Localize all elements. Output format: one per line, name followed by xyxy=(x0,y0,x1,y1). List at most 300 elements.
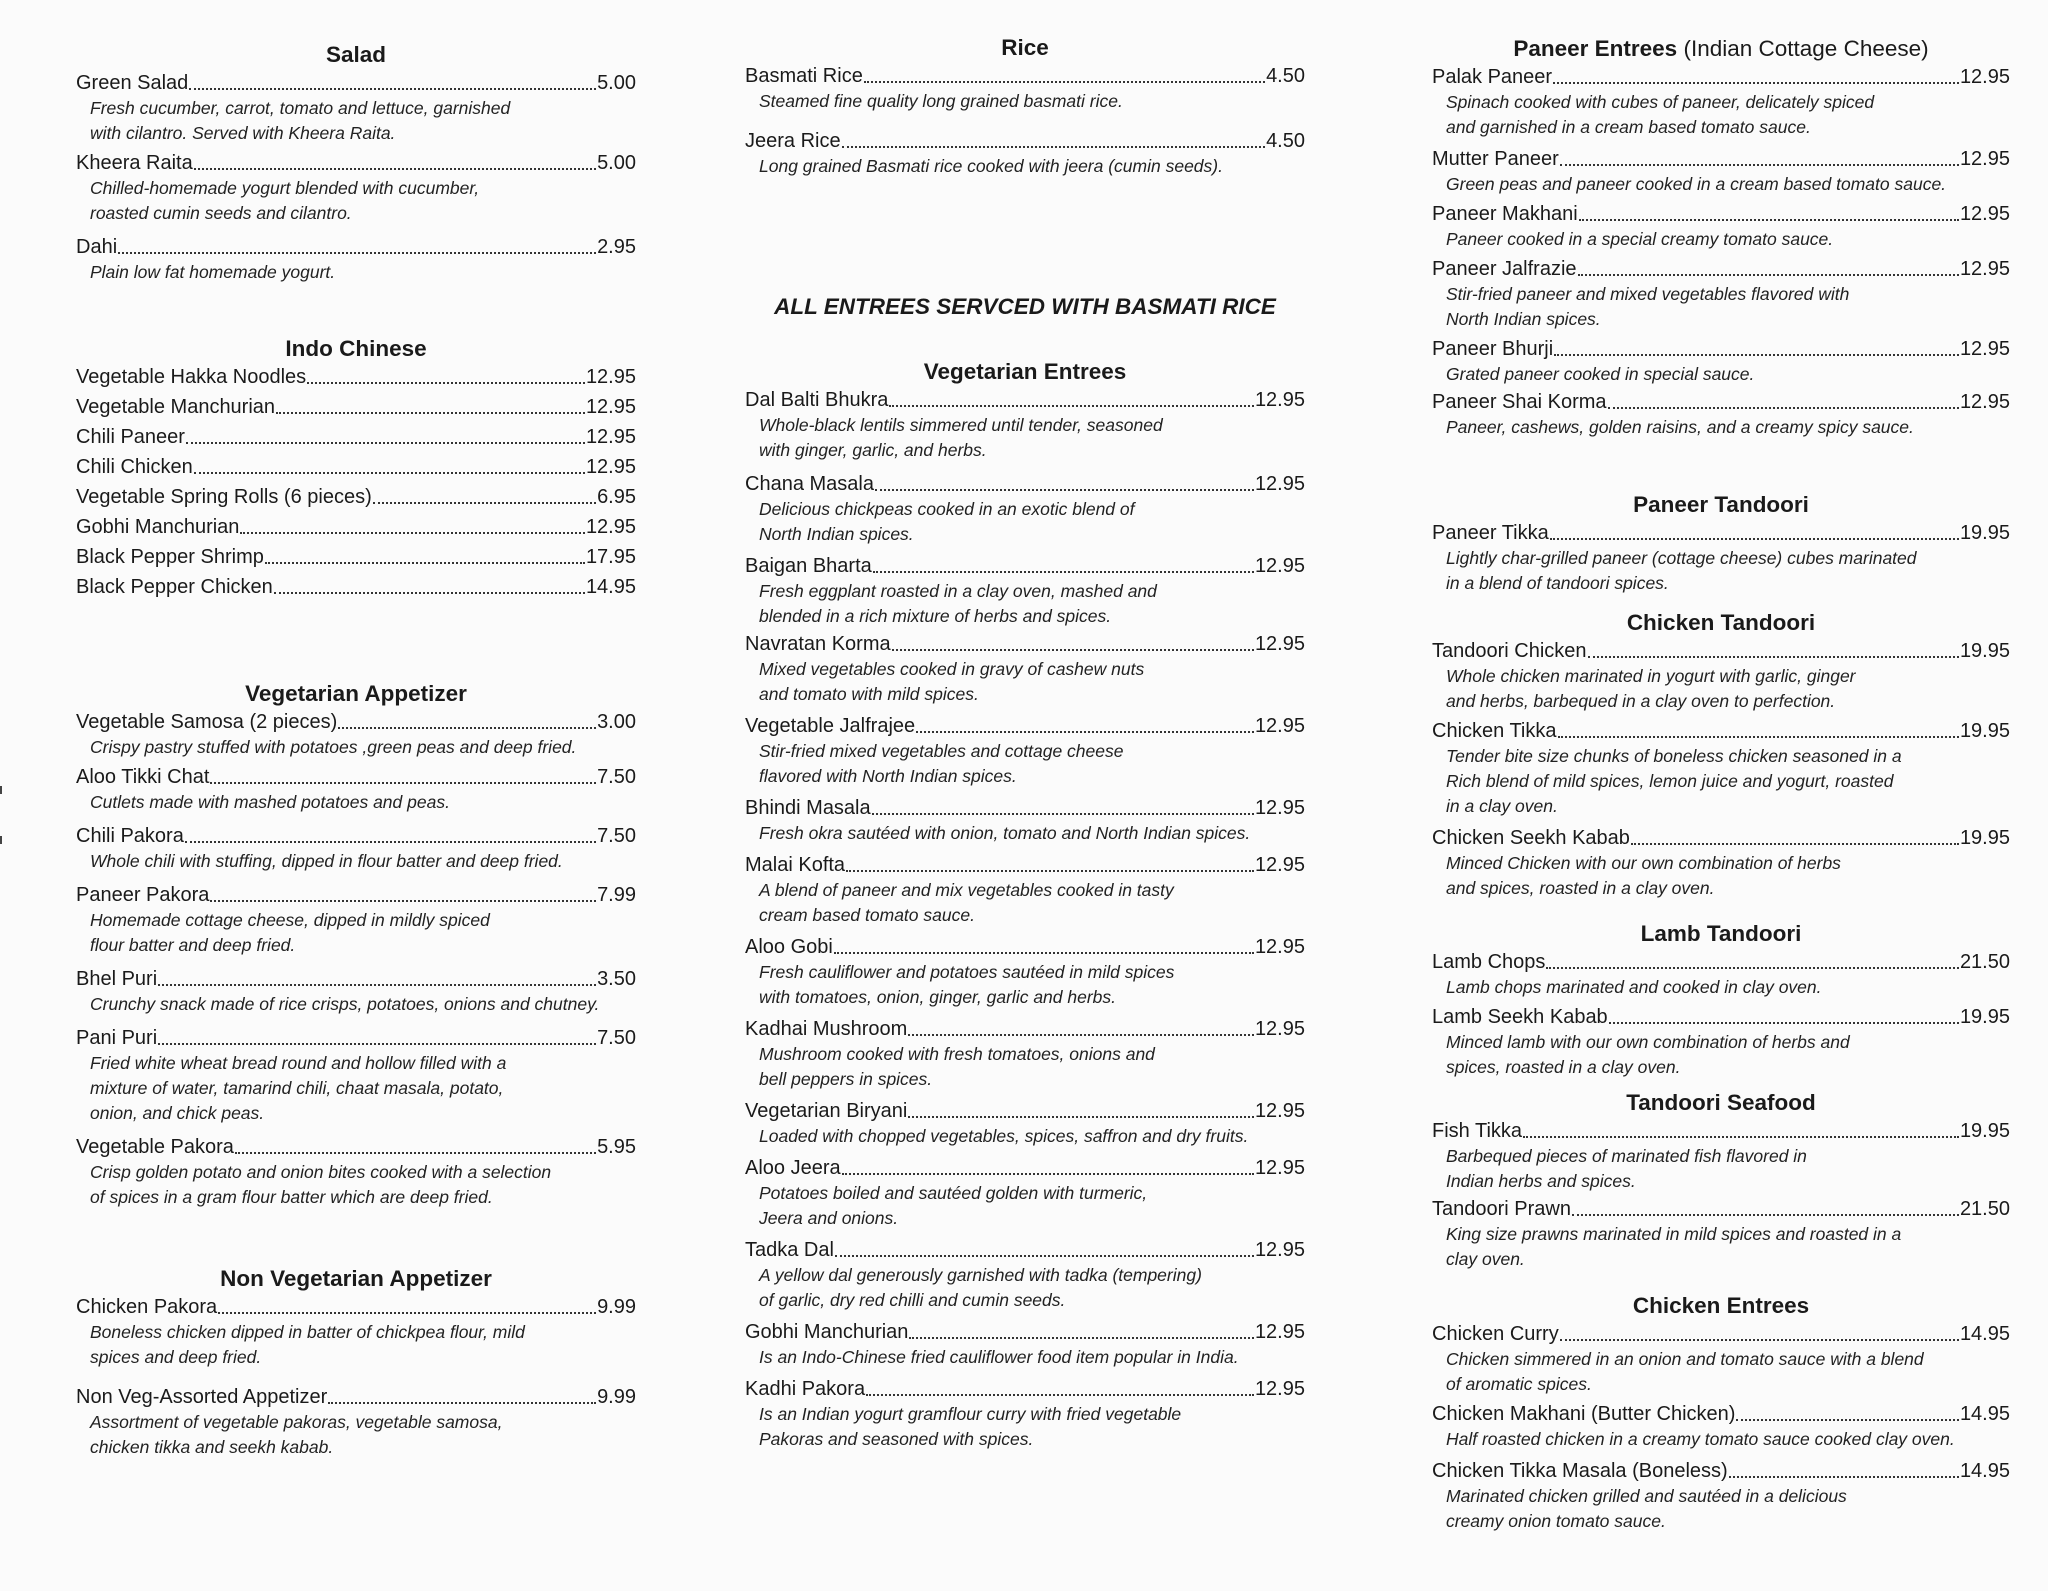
dot-leader xyxy=(1550,538,1959,540)
item-name: Tandoori Prawn xyxy=(1432,1198,1571,1220)
menu-item xyxy=(745,631,1305,707)
menu-item-row xyxy=(76,424,636,450)
served-with-rice-notice xyxy=(745,292,1305,322)
section-title-text: Rice xyxy=(1001,35,1049,60)
item-description: Half roasted chicken in a creamy tomato sauce cooked clay oven. xyxy=(1446,1429,1955,1449)
item-description: Chilled-homemade yogurt blended with cucumber, roasted cumin seeds and cilantro. xyxy=(90,178,480,223)
dot-leader xyxy=(240,532,585,534)
item-price: 12.95 xyxy=(1254,633,1305,655)
menu-item xyxy=(76,966,636,1017)
item-price: 12.95 xyxy=(1959,148,2010,170)
item-name: Black Pepper Shrimp xyxy=(76,546,264,568)
section-title-text: Vegetarian Entrees xyxy=(923,359,1127,384)
item-description: Fresh cucumber, carrot, tomato and lettuce, garnished with cilantro. Served with Kheera Raita. xyxy=(90,98,511,143)
item-price: 21.50 xyxy=(1959,951,2010,973)
section-title-text: Salad xyxy=(325,42,387,67)
item-name: Paneer Tikka xyxy=(1432,522,1549,544)
item-price: 12.95 xyxy=(1254,1239,1305,1261)
item-description: Mushroom cooked with fresh tomatoes, onions and bell peppers in spices. xyxy=(759,1044,1155,1089)
item-description: King size prawns marinated in mild spices and roasted in a clay oven. xyxy=(1446,1224,1902,1269)
menu-item-row xyxy=(1432,201,2010,227)
item-description: Assortment of vegetable pakoras, vegetable samosa, chicken tikka and seekh kabab. xyxy=(90,1412,503,1457)
item-price: 19.95 xyxy=(1959,720,2010,742)
menu-item xyxy=(745,63,1305,114)
item-description: Barbequed pieces of marinated fish flavored in Indian herbs and spices. xyxy=(1446,1146,1807,1191)
section-title-text: Paneer Tandoori xyxy=(1633,492,1809,517)
dot-leader xyxy=(908,1034,1254,1036)
menu-item-row xyxy=(1432,949,2010,975)
item-price: 7.50 xyxy=(597,825,636,847)
menu-item-row xyxy=(1432,1004,2010,1030)
dot-leader xyxy=(892,649,1254,651)
menu-item xyxy=(76,424,636,450)
menu-item-row xyxy=(76,882,636,908)
item-name: Kadhai Mushroom xyxy=(745,1018,908,1040)
menu-item-row xyxy=(745,934,1305,960)
item-price: 12.95 xyxy=(585,516,636,538)
item-name: Aloo Jeera xyxy=(745,1157,841,1179)
menu-item-row xyxy=(1432,389,2010,415)
item-price: 12.95 xyxy=(1254,936,1305,958)
menu-item-row xyxy=(76,150,636,176)
section-title xyxy=(745,357,1305,387)
item-price: 12.95 xyxy=(1254,797,1305,819)
menu-item xyxy=(745,1319,1305,1370)
item-name: Pani Puri xyxy=(76,1027,158,1049)
menu-item-row xyxy=(745,387,1305,413)
item-price: 12.95 xyxy=(585,456,636,478)
menu-item xyxy=(1432,1004,2010,1080)
dot-leader xyxy=(1579,219,1959,221)
menu-item xyxy=(745,128,1305,179)
item-name: Jeera Rice xyxy=(745,130,841,152)
menu-item xyxy=(745,1155,1305,1231)
menu-item xyxy=(745,471,1305,547)
menu-item-row xyxy=(76,544,636,570)
section-title xyxy=(1432,919,2010,949)
item-description: Whole-black lentils simmered until tender, seasoned with ginger, garlic, and herbs. xyxy=(759,415,1163,460)
dot-leader xyxy=(194,472,585,474)
section-title xyxy=(1432,608,2010,638)
section-title xyxy=(76,334,636,364)
dot-leader xyxy=(338,727,596,729)
menu-item-row xyxy=(745,471,1305,497)
menu-item xyxy=(76,1025,636,1126)
item-name: Kadhi Pakora xyxy=(745,1378,866,1400)
menu-item xyxy=(1432,825,2010,901)
item-price: 12.95 xyxy=(585,366,636,388)
dot-leader xyxy=(909,1337,1254,1339)
menu-item-row xyxy=(1432,1321,2010,1347)
menu-item-row xyxy=(76,454,636,480)
item-name: Vegetarian Biryani xyxy=(745,1100,908,1122)
section-title-text: Chicken Entrees xyxy=(1632,1293,1810,1318)
item-price: 5.00 xyxy=(597,152,636,174)
menu-item-row xyxy=(1432,1401,2010,1427)
item-price: 14.95 xyxy=(1959,1460,2010,1482)
dot-leader xyxy=(235,1152,596,1154)
menu-item xyxy=(76,823,636,874)
menu-item-row xyxy=(1432,336,2010,362)
menu-item xyxy=(745,934,1305,1010)
item-price: 17.95 xyxy=(585,546,636,568)
section-salad xyxy=(76,40,636,285)
section-title xyxy=(1432,1088,2010,1118)
menu-item-row xyxy=(745,1016,1305,1042)
menu-item-row xyxy=(745,1098,1305,1124)
menu-item xyxy=(1432,201,2010,252)
dot-leader xyxy=(1608,407,1959,409)
section-indo-chinese xyxy=(76,334,636,600)
item-description: Mixed vegetables cooked in gravy of cashew nuts and tomato with mild spices. xyxy=(759,659,1145,704)
item-name: Chicken Seekh Kabab xyxy=(1432,827,1630,849)
dot-leader xyxy=(1546,967,1959,969)
menu-item xyxy=(76,484,636,510)
menu-item xyxy=(745,795,1305,846)
item-name: Non Veg-Assorted Appetizer xyxy=(76,1386,328,1408)
dot-leader xyxy=(1588,656,1959,658)
menu-item-row xyxy=(745,1376,1305,1402)
section-chicken-tandoori xyxy=(1432,608,2010,901)
item-name: Bhel Puri xyxy=(76,968,158,990)
menu-item xyxy=(76,150,636,226)
section-title-text: Paneer Entrees xyxy=(1513,36,1678,61)
dot-leader xyxy=(872,813,1254,815)
dot-leader xyxy=(1631,843,1959,845)
section-title xyxy=(76,40,636,70)
item-price: 19.95 xyxy=(1959,1006,2010,1028)
menu-item xyxy=(76,514,636,540)
section-lamb-tandoori xyxy=(1432,919,2010,1080)
menu-item xyxy=(1432,146,2010,197)
item-price: 12.95 xyxy=(1254,1321,1305,1343)
menu-item xyxy=(1432,949,2010,1000)
item-name: Paneer Shai Korma xyxy=(1432,391,1607,413)
item-description: Steamed fine quality long grained basmati rice. xyxy=(759,91,1123,111)
menu-item-row xyxy=(76,1025,636,1051)
item-description: Chicken simmered in an onion and tomato sauce with a blend of aromatic spices. xyxy=(1446,1349,1924,1394)
item-price: 14.95 xyxy=(1959,1323,2010,1345)
section-title-text: Tandoori Seafood xyxy=(1626,1090,1816,1115)
dot-leader xyxy=(276,412,585,414)
item-price: 21.50 xyxy=(1959,1198,2010,1220)
item-name: Vegetable Hakka Noodles xyxy=(76,366,307,388)
menu-item-row xyxy=(745,1155,1305,1181)
section-title xyxy=(745,33,1305,63)
item-name: Vegetable Pakora xyxy=(76,1136,234,1158)
menu-item-row xyxy=(1432,1118,2010,1144)
menu-item xyxy=(76,454,636,480)
dot-leader xyxy=(842,1173,1254,1175)
item-name: Dal Balti Bhukra xyxy=(745,389,889,411)
item-name: Green Salad xyxy=(76,72,189,94)
menu-item xyxy=(1432,64,2010,140)
item-name: Chicken Tikka xyxy=(1432,720,1557,742)
item-description: Spinach cooked with cubes of paneer, delicately spiced and garnished in a cream based tomato sauce. xyxy=(1446,92,1875,137)
section-title-text: Indo Chinese xyxy=(285,336,427,361)
menu-item-row xyxy=(745,631,1305,657)
item-price: 19.95 xyxy=(1959,522,2010,544)
dot-leader xyxy=(834,952,1254,954)
menu-item-row xyxy=(76,709,636,735)
dot-leader xyxy=(1729,1476,1959,1478)
item-price: 3.00 xyxy=(597,711,636,733)
item-price: 12.95 xyxy=(1959,391,2010,413)
menu-item xyxy=(1432,1196,2010,1272)
menu-item-row xyxy=(1432,1458,2010,1484)
menu-item-row xyxy=(76,1294,636,1320)
item-name: Navratan Korma xyxy=(745,633,891,655)
item-name: Paneer Jalfrazie xyxy=(1432,258,1577,280)
item-name: Dahi xyxy=(76,236,118,258)
item-description: Fresh cauliflower and potatoes sautéed in mild spices with tomatoes, onion, ginger, garlic and herbs. xyxy=(759,962,1175,1007)
dot-leader xyxy=(185,841,596,843)
menu-item-row xyxy=(1432,638,2010,664)
item-price: 12.95 xyxy=(1254,555,1305,577)
section-title xyxy=(76,1264,636,1294)
item-price: 4.50 xyxy=(1266,130,1305,152)
item-price: 2.95 xyxy=(597,236,636,258)
item-name: Tadka Dal xyxy=(745,1239,834,1261)
menu-item-row xyxy=(745,1237,1305,1263)
menu-item-row xyxy=(745,795,1305,821)
item-price: 12.95 xyxy=(1254,389,1305,411)
item-description: Plain low fat homemade yogurt. xyxy=(90,262,336,282)
item-description: Is an Indo-Chinese fried cauliflower food item popular in India. xyxy=(759,1347,1239,1367)
dot-leader xyxy=(916,731,1254,733)
section-non-vegetarian-appetizer xyxy=(76,1264,636,1460)
item-price: 12.95 xyxy=(1959,203,2010,225)
menu-item-row xyxy=(76,364,636,390)
dot-leader xyxy=(118,252,596,254)
menu-item-row xyxy=(745,852,1305,878)
dot-leader xyxy=(864,81,1265,83)
item-description: Paneer cooked in a special creamy tomato sauce. xyxy=(1446,229,1834,249)
dot-leader xyxy=(373,502,596,504)
menu-item xyxy=(1432,1458,2010,1534)
dot-leader xyxy=(889,405,1254,407)
item-description: Is an Indian yogurt gramflour curry with fried vegetable Pakoras and seasoned with spices. xyxy=(759,1404,1182,1449)
item-name: Gobhi Manchurian xyxy=(76,516,240,538)
menu-item xyxy=(1432,1401,2010,1452)
menu-item xyxy=(745,1376,1305,1452)
item-description: Fresh eggplant roasted in a clay oven, mashed and blended in a rich mixture of herbs and spices. xyxy=(759,581,1157,626)
item-name: Paneer Pakora xyxy=(76,884,210,906)
item-description: Lamb chops marinated and cooked in clay oven. xyxy=(1446,977,1822,997)
dot-leader xyxy=(218,1312,596,1314)
menu-item-row xyxy=(76,823,636,849)
dot-leader xyxy=(189,88,596,90)
dot-leader xyxy=(210,782,596,784)
item-name: Lamb Chops xyxy=(1432,951,1546,973)
dot-leader xyxy=(1558,736,1959,738)
menu-item-row xyxy=(76,764,636,790)
item-name: Kheera Raita xyxy=(76,152,193,174)
item-name: Mutter Paneer xyxy=(1432,148,1559,170)
item-description: Fresh okra sautéed with onion, tomato and North Indian spices. xyxy=(759,823,1251,843)
dot-leader xyxy=(1736,1419,1958,1421)
item-description: Whole chili with stuffing, dipped in flour batter and deep fried. xyxy=(90,851,563,871)
item-name: Vegetable Spring Rolls (6 pieces) xyxy=(76,486,372,508)
menu-item xyxy=(76,1384,636,1460)
dot-leader xyxy=(265,562,585,564)
item-name: Chicken Curry xyxy=(1432,1323,1559,1345)
menu-item xyxy=(76,709,636,760)
item-description: Delicious chickpeas cooked in an exotic blend of North Indian spices. xyxy=(759,499,1135,544)
item-name: Vegetable Jalfrajee xyxy=(745,715,916,737)
menu-item-row xyxy=(1432,256,2010,282)
menu-item xyxy=(76,1294,636,1370)
menu-item xyxy=(1432,638,2010,714)
dot-leader xyxy=(842,146,1265,148)
section-vegetarian-entrees xyxy=(745,357,1305,1452)
item-price: 7.50 xyxy=(597,1027,636,1049)
dot-leader xyxy=(1578,274,1959,276)
item-price: 19.95 xyxy=(1959,1120,2010,1142)
item-price: 12.95 xyxy=(1959,258,2010,280)
menu-item-row xyxy=(76,234,636,260)
dot-leader xyxy=(210,900,596,902)
menu-item-row xyxy=(1432,1196,2010,1222)
item-price: 6.95 xyxy=(597,486,636,508)
menu-item xyxy=(1432,1321,2010,1397)
item-description: Long grained Basmati rice cooked with jeera (cumin seeds). xyxy=(759,156,1223,176)
menu-item-row xyxy=(76,514,636,540)
item-description: Marinated chicken grilled and sautéed in a delicious creamy onion tomato sauce. xyxy=(1446,1486,1847,1531)
section-paneer-tandoori xyxy=(1432,490,2010,596)
section-title-note: (Indian Cottage Cheese) xyxy=(1683,36,1929,61)
item-name: Aloo Tikki Chat xyxy=(76,766,210,788)
item-description: Paneer, cashews, golden raisins, and a creamy spicy sauce. xyxy=(1446,417,1914,437)
item-description: Cutlets made with mashed potatoes and peas. xyxy=(90,792,450,812)
item-price: 12.95 xyxy=(1254,1018,1305,1040)
section-title xyxy=(1432,34,2010,64)
item-name: Gobhi Manchurian xyxy=(745,1321,909,1343)
menu-item xyxy=(745,1098,1305,1149)
menu-item xyxy=(76,882,636,958)
item-price: 12.95 xyxy=(1254,1157,1305,1179)
item-description: A yellow dal generously garnished with tadka (tempering) of garlic, dry red chilli and cumin seeds. xyxy=(759,1265,1202,1310)
item-price: 9.99 xyxy=(597,1296,636,1318)
dot-leader xyxy=(866,1394,1254,1396)
dot-leader xyxy=(1553,82,1959,84)
item-price: 12.95 xyxy=(1254,1100,1305,1122)
menu-item-row xyxy=(76,574,636,600)
section-tandoori-seafood xyxy=(1432,1088,2010,1272)
menu-item xyxy=(745,387,1305,463)
item-name: Paneer Makhani xyxy=(1432,203,1578,225)
item-description: Green peas and paneer cooked in a cream based tomato sauce. xyxy=(1446,174,1947,194)
notice-text: ALL ENTREES SERVCED WITH BASMATI RICE xyxy=(774,294,1276,319)
menu-item xyxy=(745,713,1305,789)
item-price: 14.95 xyxy=(1959,1403,2010,1425)
item-name: Palak Paneer xyxy=(1432,66,1553,88)
item-name: Basmati Rice xyxy=(745,65,863,87)
section-title xyxy=(1432,1291,2010,1321)
item-description: Crunchy snack made of rice crisps, potatoes, onions and chutney. xyxy=(90,994,600,1014)
dot-leader xyxy=(835,1255,1254,1257)
dot-leader xyxy=(158,1043,596,1045)
item-price: 12.95 xyxy=(1959,338,2010,360)
menu-item-row xyxy=(1432,825,2010,851)
menu-item-row xyxy=(76,1134,636,1160)
menu-item xyxy=(76,234,636,285)
menu-item-row xyxy=(745,713,1305,739)
menu-item xyxy=(1432,718,2010,819)
item-name: Chana Masala xyxy=(745,473,874,495)
menu-item xyxy=(76,764,636,815)
scan-mark xyxy=(0,836,2,844)
item-name: Black Pepper Chicken xyxy=(76,576,273,598)
item-description: Stir-fried mixed vegetables and cottage cheese flavored with North Indian spices. xyxy=(759,741,1124,786)
menu-item xyxy=(745,1016,1305,1092)
item-name: Chili Paneer xyxy=(76,426,185,448)
menu-item-row xyxy=(1432,64,2010,90)
item-description: Loaded with chopped vegetables, spices, saffron and dry fruits. xyxy=(759,1126,1249,1146)
item-description: Potatoes boiled and sautéed golden with turmeric, Jeera and onions. xyxy=(759,1183,1148,1228)
section-title-text: Chicken Tandoori xyxy=(1626,610,1816,635)
menu-item-row xyxy=(745,128,1305,154)
menu-item xyxy=(1432,1118,2010,1194)
menu-item-row xyxy=(76,1384,636,1410)
item-name: Malai Kofta xyxy=(745,854,846,876)
item-price: 7.99 xyxy=(597,884,636,906)
menu-item-row xyxy=(76,394,636,420)
item-description: Fried white wheat bread round and hollow filled with a mixture of water, tamarind chili, chaat masala, potato, onion, and chick peas. xyxy=(90,1053,507,1123)
dot-leader xyxy=(328,1402,596,1404)
menu-item xyxy=(1432,520,2010,596)
item-description: Grated paneer cooked in special sauce. xyxy=(1446,364,1755,384)
item-description: Tender bite size chunks of boneless chicken seasoned in a Rich blend of mild spices, lemon juice and yogurt, roasted in a clay oven. xyxy=(1446,746,1902,816)
item-price: 7.50 xyxy=(597,766,636,788)
dot-leader xyxy=(307,382,585,384)
item-name: Lamb Seekh Kabab xyxy=(1432,1006,1608,1028)
dot-leader xyxy=(186,442,585,444)
item-name: Vegetable Samosa (2 pieces) xyxy=(76,711,338,733)
item-price: 3.50 xyxy=(597,968,636,990)
menu-item xyxy=(76,574,636,600)
item-name: Baigan Bharta xyxy=(745,555,872,577)
menu-item xyxy=(76,70,636,146)
menu-item-row xyxy=(76,966,636,992)
section-title-text: Lamb Tandoori xyxy=(1640,921,1802,946)
menu-item-row xyxy=(76,70,636,96)
item-price: 5.00 xyxy=(597,72,636,94)
menu-item-row xyxy=(745,553,1305,579)
item-description: Crisp golden potato and onion bites cooked with a selection of spices in a gram flour batter which are deep fried. xyxy=(90,1162,552,1207)
item-description: Crispy pastry stuffed with potatoes ,green peas and deep fried. xyxy=(90,737,577,757)
dot-leader xyxy=(1609,1022,1959,1024)
item-name: Chicken Makhani (Butter Chicken) xyxy=(1432,1403,1736,1425)
menu-item-row xyxy=(745,63,1305,89)
menu-item xyxy=(745,852,1305,928)
item-price: 5.95 xyxy=(597,1136,636,1158)
section-title xyxy=(76,679,636,709)
item-price: 12.95 xyxy=(1254,854,1305,876)
item-price: 12.95 xyxy=(585,426,636,448)
menu-item xyxy=(1432,389,2010,440)
item-description: Boneless chicken dipped in batter of chickpea flour, mild spices and deep fried. xyxy=(90,1322,525,1367)
item-name: Chili Chicken xyxy=(76,456,193,478)
menu-item xyxy=(1432,336,2010,387)
item-price: 12.95 xyxy=(1959,66,2010,88)
dot-leader xyxy=(1523,1136,1959,1138)
item-description: Stir-fried paneer and mixed vegetables flavored with North Indian spices. xyxy=(1446,284,1850,329)
section-title xyxy=(1432,490,2010,520)
menu-item xyxy=(76,394,636,420)
menu-item-row xyxy=(745,1319,1305,1345)
item-price: 4.50 xyxy=(1266,65,1305,87)
